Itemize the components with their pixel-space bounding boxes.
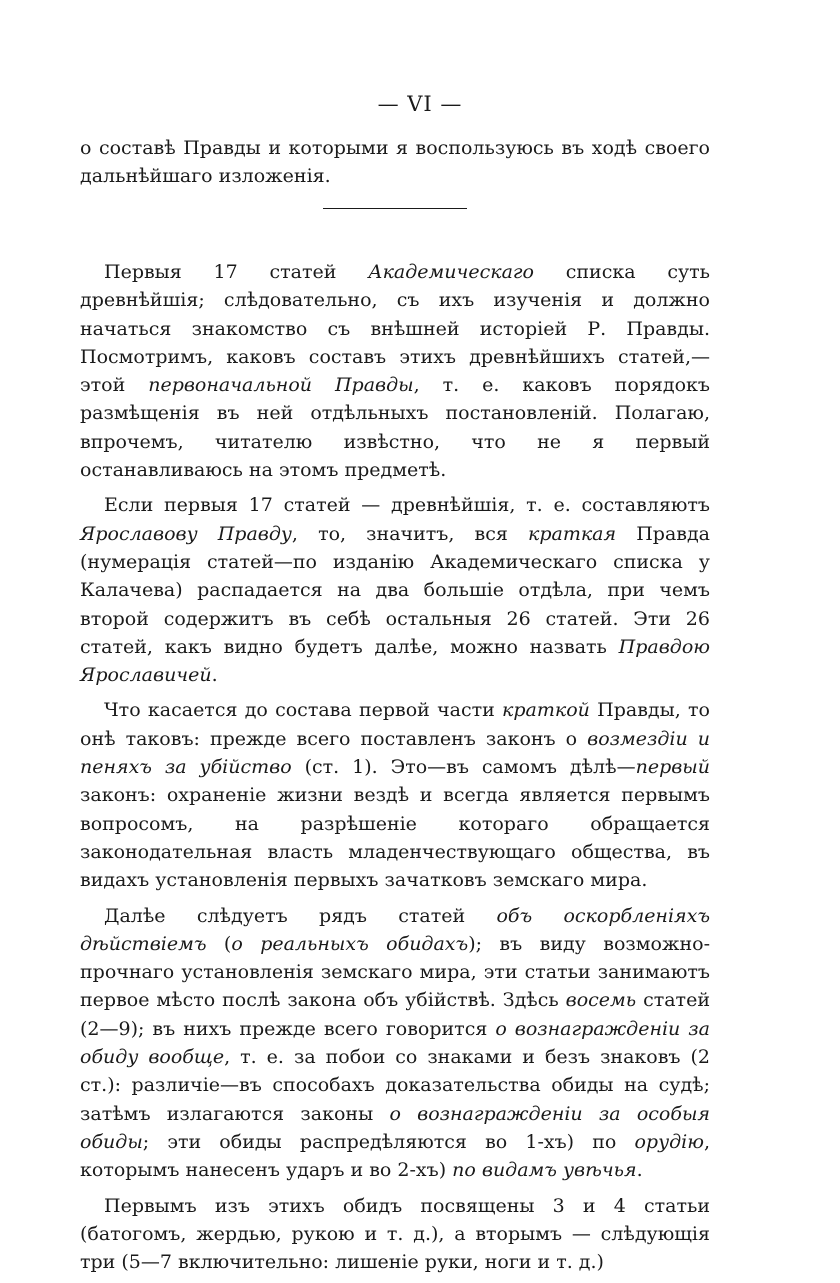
- page-number: — VI —: [377, 92, 463, 116]
- paragraph-3: Что касается до состава первой части краткой Правды, то онѣ таковъ: прежде всего поставленъ законъ о возмездіи и пеняхъ за убійство (ст. 1). Это—въ самомъ дѣлѣ—первый законъ: охраненіе жизни вездѣ и всегда является первымъ вопросомъ, на разрѣшеніе котораго обращается законодательная власть младенчествующаго общества, въ видахъ установленія первыхъ зачатковъ земскаго мира.: [80, 699, 711, 892]
- paragraph-2: Если первыя 17 статей — древнѣйшія, т. е. составляютъ Ярославову Правду, то, значитъ, вся краткая Правда (нумерація статей—по изданію Академическаго списка у Калачева) распадается на два большіе отдѣла, при чемъ второй содержитъ въ себѣ остальныя 26 статей. Эти 26 статей, какъ видно будетъ далѣе, можно назвать Правдою Ярославичей.: [80, 494, 711, 687]
- main-text: [80, 258, 710, 1283]
- section-divider: [323, 208, 467, 209]
- continuation-text: о составѣ Правды и которыми я воспользуюсь въ ходѣ своего дальнѣйшаго изложенія.: [80, 137, 710, 187]
- paragraph-4: Далѣе слѣдуетъ рядъ статей объ оскорбленіяхъ дѣйствіемъ (о реальныхъ обидахъ); въ виду возможно-прочнаго установленія земскаго мира, эти статьи занимаютъ первое мѣсто послѣ закона объ убійствѣ. Здѣсь восемь статей (2—9); въ нихъ прежде всего говорится о вознагражденіи за обиду вообще, т. е. за побои со знаками и безъ знаковъ (2 ст.): различіе—въ способахъ доказательства обиды на судѣ; затѣмъ излагаются законы о вознагражденіи за особыя обиды; эти обиды распредѣляются во 1-хъ) по орудію, которымъ нанесенъ ударъ и во 2-хъ) по видамъ увѣчья.: [80, 904, 711, 1182]
- paragraph-5: Первымъ изъ этихъ обидъ посвящены 3 и 4 статьи (батогомъ, жердью, рукою и т. д.), а вторымъ — слѣдующія три (5—7 включительно: лишеніе руки, ноги и т. д.): [80, 1194, 710, 1274]
- paragraph-1: Первыя 17 статей Академическаго списка суть древнѣйшія; слѣдовательно, съ ихъ изученія и должно начаться знакомство съ внѣшней исторіей Р. Правды. Посмотримъ, каковъ составъ этихъ древнѣйшихъ статей,— этой первоначальной Правды, т. е. каковъ порядокъ размѣщенія въ ней отдѣльныхъ постановленій. Полагаю, впрочемъ, читателю извѣстно, что не я первый останавливаюсь на этомъ предметѣ.: [80, 261, 711, 482]
